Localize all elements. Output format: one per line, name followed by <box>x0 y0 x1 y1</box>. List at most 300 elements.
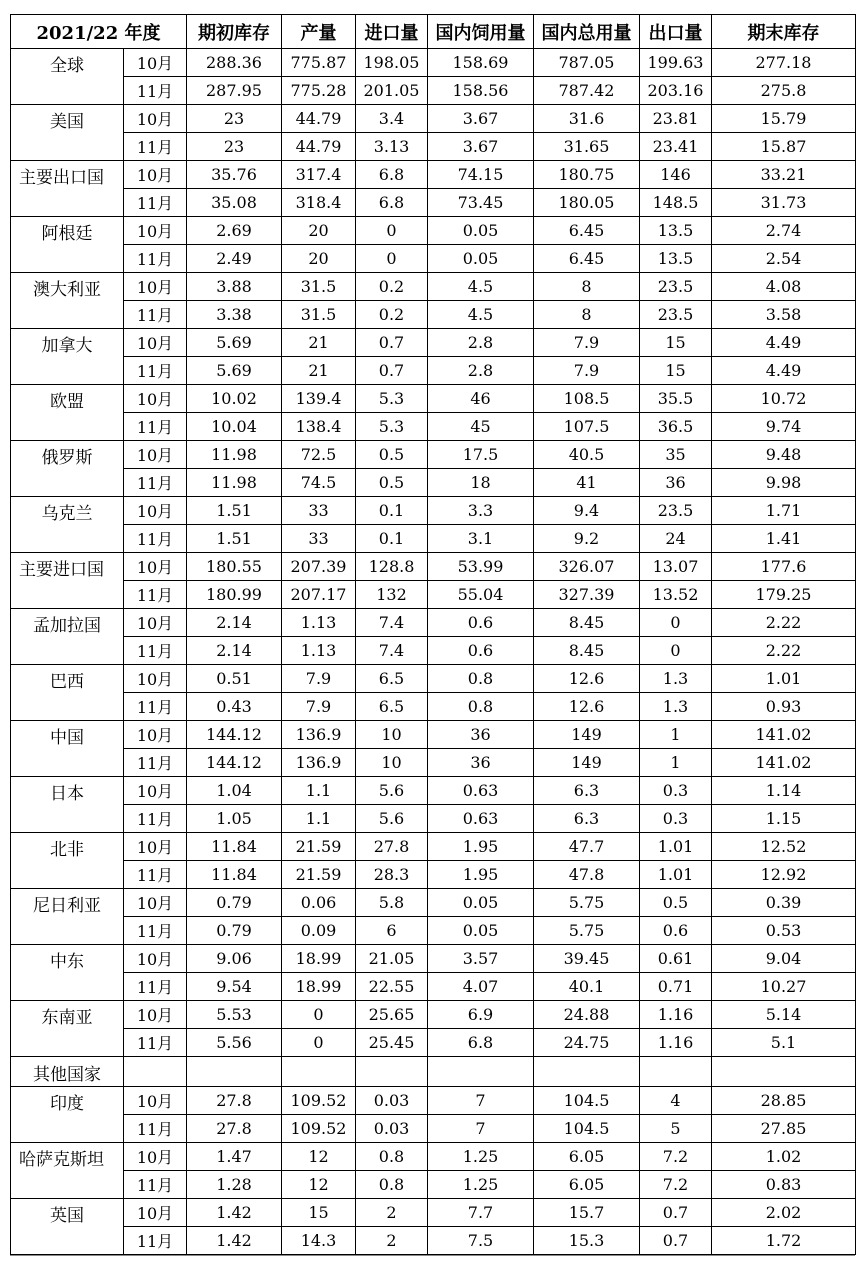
value-cell[interactable]: 0 <box>640 609 712 637</box>
value-cell[interactable]: 12.52 <box>712 833 856 861</box>
value-cell[interactable]: 1.13 <box>282 637 356 665</box>
value-cell[interactable]: 0.61 <box>640 945 712 973</box>
value-cell[interactable]: 15.87 <box>712 133 856 161</box>
value-cell[interactable]: 11.98 <box>187 441 282 469</box>
value-cell[interactable]: 0.6 <box>428 637 534 665</box>
value-cell[interactable]: 11.84 <box>187 833 282 861</box>
region-cell[interactable]: 英国 <box>11 1199 124 1255</box>
value-cell[interactable]: 4.49 <box>712 357 856 385</box>
month-cell[interactable]: 10月 <box>124 665 187 693</box>
value-cell[interactable]: 7.4 <box>356 609 428 637</box>
value-cell[interactable]: 3.4 <box>356 105 428 133</box>
value-cell[interactable]: 10.02 <box>187 385 282 413</box>
value-cell[interactable]: 20 <box>282 217 356 245</box>
empty-cell[interactable] <box>124 1057 187 1087</box>
value-cell[interactable]: 7 <box>428 1115 534 1143</box>
value-cell[interactable]: 8.45 <box>534 637 640 665</box>
value-cell[interactable]: 1.1 <box>282 777 356 805</box>
month-cell[interactable]: 11月 <box>124 973 187 1001</box>
value-cell[interactable]: 0.05 <box>428 917 534 945</box>
value-cell[interactable]: 33 <box>282 525 356 553</box>
empty-cell[interactable] <box>187 1057 282 1087</box>
region-cell[interactable]: 俄罗斯 <box>11 441 124 497</box>
value-cell[interactable]: 6.8 <box>356 189 428 217</box>
value-cell[interactable]: 0.03 <box>356 1087 428 1115</box>
value-cell[interactable]: 10 <box>356 721 428 749</box>
month-cell[interactable]: 11月 <box>124 693 187 721</box>
value-cell[interactable]: 20 <box>282 245 356 273</box>
value-cell[interactable]: 6.45 <box>534 217 640 245</box>
value-cell[interactable]: 5.14 <box>712 1001 856 1029</box>
month-cell[interactable]: 11月 <box>124 637 187 665</box>
value-cell[interactable]: 6.8 <box>356 161 428 189</box>
value-cell[interactable]: 0.6 <box>428 609 534 637</box>
month-cell[interactable]: 11月 <box>124 189 187 217</box>
empty-cell[interactable] <box>712 1057 856 1087</box>
value-cell[interactable]: 1.3 <box>640 665 712 693</box>
value-cell[interactable]: 31.5 <box>282 273 356 301</box>
value-cell[interactable]: 1.28 <box>187 1171 282 1199</box>
col-header[interactable]: 出口量 <box>640 15 712 49</box>
month-cell[interactable]: 11月 <box>124 357 187 385</box>
value-cell[interactable]: 327.39 <box>534 581 640 609</box>
value-cell[interactable]: 36 <box>428 721 534 749</box>
month-cell[interactable]: 10月 <box>124 889 187 917</box>
value-cell[interactable]: 0.83 <box>712 1171 856 1199</box>
empty-cell[interactable] <box>282 1057 356 1087</box>
value-cell[interactable]: 35.5 <box>640 385 712 413</box>
value-cell[interactable]: 2.22 <box>712 637 856 665</box>
value-cell[interactable]: 7.5 <box>428 1227 534 1255</box>
month-cell[interactable]: 11月 <box>124 1227 187 1255</box>
region-cell[interactable]: 中东 <box>11 945 124 1001</box>
empty-cell[interactable] <box>640 1057 712 1087</box>
value-cell[interactable]: 5.8 <box>356 889 428 917</box>
value-cell[interactable]: 0.43 <box>187 693 282 721</box>
value-cell[interactable]: 180.75 <box>534 161 640 189</box>
month-cell[interactable]: 10月 <box>124 721 187 749</box>
value-cell[interactable]: 1.3 <box>640 693 712 721</box>
value-cell[interactable]: 31.73 <box>712 189 856 217</box>
value-cell[interactable]: 15.3 <box>534 1227 640 1255</box>
region-cell[interactable]: 北非 <box>11 833 124 889</box>
value-cell[interactable]: 12 <box>282 1171 356 1199</box>
value-cell[interactable]: 5.6 <box>356 805 428 833</box>
value-cell[interactable]: 2.49 <box>187 245 282 273</box>
value-cell[interactable]: 36 <box>640 469 712 497</box>
month-cell[interactable]: 11月 <box>124 245 187 273</box>
value-cell[interactable]: 0.2 <box>356 273 428 301</box>
value-cell[interactable]: 1.42 <box>187 1227 282 1255</box>
value-cell[interactable]: 21.59 <box>282 833 356 861</box>
value-cell[interactable]: 1.95 <box>428 833 534 861</box>
month-cell[interactable]: 11月 <box>124 1115 187 1143</box>
value-cell[interactable]: 1.05 <box>187 805 282 833</box>
value-cell[interactable]: 4.49 <box>712 329 856 357</box>
month-cell[interactable]: 10月 <box>124 1087 187 1115</box>
value-cell[interactable]: 149 <box>534 721 640 749</box>
value-cell[interactable]: 3.67 <box>428 105 534 133</box>
value-cell[interactable]: 1.71 <box>712 497 856 525</box>
value-cell[interactable]: 23.81 <box>640 105 712 133</box>
value-cell[interactable]: 2 <box>356 1199 428 1227</box>
month-cell[interactable]: 10月 <box>124 497 187 525</box>
value-cell[interactable]: 8 <box>534 273 640 301</box>
value-cell[interactable]: 72.5 <box>282 441 356 469</box>
value-cell[interactable]: 104.5 <box>534 1087 640 1115</box>
value-cell[interactable]: 18.99 <box>282 945 356 973</box>
value-cell[interactable]: 23 <box>187 133 282 161</box>
value-cell[interactable]: 41 <box>534 469 640 497</box>
value-cell[interactable]: 2.14 <box>187 609 282 637</box>
value-cell[interactable]: 35.76 <box>187 161 282 189</box>
value-cell[interactable]: 13.07 <box>640 553 712 581</box>
value-cell[interactable]: 158.69 <box>428 49 534 77</box>
value-cell[interactable]: 44.79 <box>282 133 356 161</box>
value-cell[interactable]: 9.98 <box>712 469 856 497</box>
value-cell[interactable]: 9.04 <box>712 945 856 973</box>
value-cell[interactable]: 0.5 <box>356 469 428 497</box>
value-cell[interactable]: 179.25 <box>712 581 856 609</box>
value-cell[interactable]: 6.3 <box>534 777 640 805</box>
value-cell[interactable]: 0.1 <box>356 497 428 525</box>
value-cell[interactable]: 141.02 <box>712 749 856 777</box>
year-header[interactable]: 2021/22 年度 <box>11 15 187 49</box>
month-cell[interactable]: 11月 <box>124 469 187 497</box>
value-cell[interactable]: 138.4 <box>282 413 356 441</box>
value-cell[interactable]: 0.71 <box>640 973 712 1001</box>
value-cell[interactable]: 1 <box>640 749 712 777</box>
value-cell[interactable]: 12.6 <box>534 693 640 721</box>
value-cell[interactable]: 0.93 <box>712 693 856 721</box>
value-cell[interactable]: 4 <box>640 1087 712 1115</box>
value-cell[interactable]: 149 <box>534 749 640 777</box>
value-cell[interactable]: 287.95 <box>187 77 282 105</box>
value-cell[interactable]: 1.15 <box>712 805 856 833</box>
region-cell[interactable]: 乌克兰 <box>11 497 124 553</box>
value-cell[interactable]: 33 <box>282 497 356 525</box>
month-cell[interactable]: 10月 <box>124 1143 187 1171</box>
value-cell[interactable]: 6.45 <box>534 245 640 273</box>
value-cell[interactable]: 1.51 <box>187 525 282 553</box>
value-cell[interactable]: 40.5 <box>534 441 640 469</box>
value-cell[interactable]: 5.3 <box>356 413 428 441</box>
value-cell[interactable]: 21.05 <box>356 945 428 973</box>
value-cell[interactable]: 33.21 <box>712 161 856 189</box>
value-cell[interactable]: 2.54 <box>712 245 856 273</box>
value-cell[interactable]: 27.8 <box>356 833 428 861</box>
value-cell[interactable]: 28.85 <box>712 1087 856 1115</box>
value-cell[interactable]: 5.1 <box>712 1029 856 1057</box>
value-cell[interactable]: 2.8 <box>428 357 534 385</box>
value-cell[interactable]: 7.2 <box>640 1171 712 1199</box>
value-cell[interactable]: 201.05 <box>356 77 428 105</box>
value-cell[interactable]: 5.69 <box>187 357 282 385</box>
value-cell[interactable]: 3.88 <box>187 273 282 301</box>
value-cell[interactable]: 15.79 <box>712 105 856 133</box>
value-cell[interactable]: 1 <box>640 721 712 749</box>
month-cell[interactable]: 10月 <box>124 49 187 77</box>
month-cell[interactable]: 10月 <box>124 105 187 133</box>
value-cell[interactable]: 11.84 <box>187 861 282 889</box>
value-cell[interactable]: 0.2 <box>356 301 428 329</box>
value-cell[interactable]: 288.36 <box>187 49 282 77</box>
value-cell[interactable]: 108.5 <box>534 385 640 413</box>
col-header[interactable]: 进口量 <box>356 15 428 49</box>
value-cell[interactable]: 6.05 <box>534 1171 640 1199</box>
value-cell[interactable]: 775.87 <box>282 49 356 77</box>
value-cell[interactable]: 0.06 <box>282 889 356 917</box>
value-cell[interactable]: 144.12 <box>187 749 282 777</box>
value-cell[interactable]: 13.52 <box>640 581 712 609</box>
value-cell[interactable]: 46 <box>428 385 534 413</box>
month-cell[interactable]: 11月 <box>124 525 187 553</box>
value-cell[interactable]: 3.58 <box>712 301 856 329</box>
region-cell[interactable]: 孟加拉国 <box>11 609 124 665</box>
value-cell[interactable]: 35.08 <box>187 189 282 217</box>
value-cell[interactable]: 6.8 <box>428 1029 534 1057</box>
region-cell[interactable]: 全球 <box>11 49 124 105</box>
value-cell[interactable]: 36.5 <box>640 413 712 441</box>
section-label[interactable]: 其他国家 <box>11 1057 124 1087</box>
value-cell[interactable]: 1.16 <box>640 1001 712 1029</box>
month-cell[interactable]: 11月 <box>124 301 187 329</box>
value-cell[interactable]: 2 <box>356 1227 428 1255</box>
value-cell[interactable]: 13.5 <box>640 217 712 245</box>
value-cell[interactable]: 0.3 <box>640 805 712 833</box>
value-cell[interactable]: 28.3 <box>356 861 428 889</box>
value-cell[interactable]: 0.63 <box>428 805 534 833</box>
value-cell[interactable]: 74.5 <box>282 469 356 497</box>
month-cell[interactable]: 10月 <box>124 945 187 973</box>
value-cell[interactable]: 5.69 <box>187 329 282 357</box>
value-cell[interactable]: 10.72 <box>712 385 856 413</box>
value-cell[interactable]: 7.2 <box>640 1143 712 1171</box>
value-cell[interactable]: 141.02 <box>712 721 856 749</box>
value-cell[interactable]: 15 <box>640 329 712 357</box>
value-cell[interactable]: 15 <box>282 1199 356 1227</box>
value-cell[interactable]: 23 <box>187 105 282 133</box>
value-cell[interactable]: 207.39 <box>282 553 356 581</box>
value-cell[interactable]: 31.65 <box>534 133 640 161</box>
value-cell[interactable]: 10.04 <box>187 413 282 441</box>
region-cell[interactable]: 主要出口国 <box>11 161 124 217</box>
value-cell[interactable]: 36 <box>428 749 534 777</box>
value-cell[interactable]: 5.6 <box>356 777 428 805</box>
value-cell[interactable]: 2.8 <box>428 329 534 357</box>
month-cell[interactable]: 11月 <box>124 133 187 161</box>
region-cell[interactable]: 欧盟 <box>11 385 124 441</box>
value-cell[interactable]: 0 <box>356 245 428 273</box>
value-cell[interactable]: 0.51 <box>187 665 282 693</box>
value-cell[interactable]: 1.42 <box>187 1199 282 1227</box>
month-cell[interactable]: 11月 <box>124 581 187 609</box>
value-cell[interactable]: 3.57 <box>428 945 534 973</box>
value-cell[interactable]: 1.47 <box>187 1143 282 1171</box>
region-cell[interactable]: 印度 <box>11 1087 124 1143</box>
value-cell[interactable]: 53.99 <box>428 553 534 581</box>
region-cell[interactable]: 中国 <box>11 721 124 777</box>
value-cell[interactable]: 107.5 <box>534 413 640 441</box>
value-cell[interactable]: 6.3 <box>534 805 640 833</box>
value-cell[interactable]: 109.52 <box>282 1115 356 1143</box>
value-cell[interactable]: 45 <box>428 413 534 441</box>
value-cell[interactable]: 180.99 <box>187 581 282 609</box>
value-cell[interactable]: 11.98 <box>187 469 282 497</box>
month-cell[interactable]: 11月 <box>124 1171 187 1199</box>
value-cell[interactable]: 18 <box>428 469 534 497</box>
region-cell[interactable]: 阿根廷 <box>11 217 124 273</box>
value-cell[interactable]: 7.4 <box>356 637 428 665</box>
month-cell[interactable]: 10月 <box>124 609 187 637</box>
value-cell[interactable]: 14.3 <box>282 1227 356 1255</box>
month-cell[interactable]: 11月 <box>124 749 187 777</box>
value-cell[interactable]: 180.55 <box>187 553 282 581</box>
value-cell[interactable]: 1.01 <box>712 665 856 693</box>
value-cell[interactable]: 35 <box>640 441 712 469</box>
value-cell[interactable]: 25.65 <box>356 1001 428 1029</box>
value-cell[interactable]: 2.14 <box>187 637 282 665</box>
value-cell[interactable]: 23.5 <box>640 497 712 525</box>
value-cell[interactable]: 47.7 <box>534 833 640 861</box>
value-cell[interactable]: 3.38 <box>187 301 282 329</box>
value-cell[interactable]: 6.05 <box>534 1143 640 1171</box>
value-cell[interactable]: 9.4 <box>534 497 640 525</box>
value-cell[interactable]: 3.3 <box>428 497 534 525</box>
value-cell[interactable]: 27.8 <box>187 1087 282 1115</box>
value-cell[interactable]: 12 <box>282 1143 356 1171</box>
col-header[interactable]: 期末库存 <box>712 15 856 49</box>
value-cell[interactable]: 1.04 <box>187 777 282 805</box>
value-cell[interactable]: 0.79 <box>187 889 282 917</box>
region-cell[interactable]: 美国 <box>11 105 124 161</box>
value-cell[interactable]: 25.45 <box>356 1029 428 1057</box>
value-cell[interactable]: 0.03 <box>356 1115 428 1143</box>
value-cell[interactable]: 27.8 <box>187 1115 282 1143</box>
region-cell[interactable]: 主要进口国 <box>11 553 124 609</box>
value-cell[interactable]: 4.5 <box>428 273 534 301</box>
value-cell[interactable]: 2.69 <box>187 217 282 245</box>
value-cell[interactable]: 1.01 <box>640 833 712 861</box>
value-cell[interactable]: 275.8 <box>712 77 856 105</box>
value-cell[interactable]: 2.74 <box>712 217 856 245</box>
value-cell[interactable]: 0 <box>356 217 428 245</box>
value-cell[interactable]: 8.45 <box>534 609 640 637</box>
value-cell[interactable]: 5.3 <box>356 385 428 413</box>
value-cell[interactable]: 0.63 <box>428 777 534 805</box>
value-cell[interactable]: 21.59 <box>282 861 356 889</box>
region-cell[interactable]: 加拿大 <box>11 329 124 385</box>
value-cell[interactable]: 4.5 <box>428 301 534 329</box>
value-cell[interactable]: 17.5 <box>428 441 534 469</box>
value-cell[interactable]: 787.42 <box>534 77 640 105</box>
region-cell[interactable]: 巴西 <box>11 665 124 721</box>
empty-cell[interactable] <box>428 1057 534 1087</box>
value-cell[interactable]: 4.07 <box>428 973 534 1001</box>
value-cell[interactable]: 203.16 <box>640 77 712 105</box>
value-cell[interactable]: 787.05 <box>534 49 640 77</box>
value-cell[interactable]: 146 <box>640 161 712 189</box>
value-cell[interactable]: 0.53 <box>712 917 856 945</box>
value-cell[interactable]: 7.9 <box>282 665 356 693</box>
value-cell[interactable]: 1.72 <box>712 1227 856 1255</box>
region-cell[interactable]: 尼日利亚 <box>11 889 124 945</box>
value-cell[interactable]: 47.8 <box>534 861 640 889</box>
value-cell[interactable]: 775.28 <box>282 77 356 105</box>
month-cell[interactable]: 11月 <box>124 917 187 945</box>
value-cell[interactable]: 9.48 <box>712 441 856 469</box>
value-cell[interactable]: 318.4 <box>282 189 356 217</box>
value-cell[interactable]: 0.8 <box>428 665 534 693</box>
value-cell[interactable]: 6.9 <box>428 1001 534 1029</box>
value-cell[interactable]: 148.5 <box>640 189 712 217</box>
col-header[interactable]: 国内总用量 <box>534 15 640 49</box>
value-cell[interactable]: 23.5 <box>640 301 712 329</box>
col-header[interactable]: 产量 <box>282 15 356 49</box>
value-cell[interactable]: 0.05 <box>428 217 534 245</box>
month-cell[interactable]: 10月 <box>124 329 187 357</box>
value-cell[interactable]: 0.05 <box>428 245 534 273</box>
value-cell[interactable]: 73.45 <box>428 189 534 217</box>
value-cell[interactable]: 0.39 <box>712 889 856 917</box>
value-cell[interactable]: 207.17 <box>282 581 356 609</box>
value-cell[interactable]: 13.5 <box>640 245 712 273</box>
month-cell[interactable]: 10月 <box>124 441 187 469</box>
value-cell[interactable]: 177.6 <box>712 553 856 581</box>
value-cell[interactable]: 132 <box>356 581 428 609</box>
value-cell[interactable]: 18.99 <box>282 973 356 1001</box>
value-cell[interactable]: 7.9 <box>282 693 356 721</box>
value-cell[interactable]: 1.25 <box>428 1171 534 1199</box>
value-cell[interactable]: 39.45 <box>534 945 640 973</box>
value-cell[interactable]: 1.02 <box>712 1143 856 1171</box>
value-cell[interactable]: 9.54 <box>187 973 282 1001</box>
value-cell[interactable]: 5.75 <box>534 889 640 917</box>
value-cell[interactable]: 2.22 <box>712 609 856 637</box>
value-cell[interactable]: 5.75 <box>534 917 640 945</box>
value-cell[interactable]: 1.1 <box>282 805 356 833</box>
value-cell[interactable]: 1.41 <box>712 525 856 553</box>
value-cell[interactable]: 15 <box>640 357 712 385</box>
value-cell[interactable]: 1.95 <box>428 861 534 889</box>
month-cell[interactable]: 10月 <box>124 553 187 581</box>
value-cell[interactable]: 199.63 <box>640 49 712 77</box>
value-cell[interactable]: 139.4 <box>282 385 356 413</box>
value-cell[interactable]: 21 <box>282 329 356 357</box>
value-cell[interactable]: 9.74 <box>712 413 856 441</box>
value-cell[interactable]: 317.4 <box>282 161 356 189</box>
value-cell[interactable]: 0.5 <box>640 889 712 917</box>
value-cell[interactable]: 27.85 <box>712 1115 856 1143</box>
value-cell[interactable]: 7.9 <box>534 329 640 357</box>
value-cell[interactable]: 136.9 <box>282 749 356 777</box>
value-cell[interactable]: 1.01 <box>640 861 712 889</box>
value-cell[interactable]: 0 <box>640 637 712 665</box>
value-cell[interactable]: 12.6 <box>534 665 640 693</box>
value-cell[interactable]: 136.9 <box>282 721 356 749</box>
value-cell[interactable]: 0.8 <box>428 693 534 721</box>
value-cell[interactable]: 23.5 <box>640 273 712 301</box>
empty-cell[interactable] <box>534 1057 640 1087</box>
month-cell[interactable]: 10月 <box>124 777 187 805</box>
value-cell[interactable]: 3.13 <box>356 133 428 161</box>
value-cell[interactable]: 23.41 <box>640 133 712 161</box>
value-cell[interactable]: 7.9 <box>534 357 640 385</box>
value-cell[interactable]: 31.6 <box>534 105 640 133</box>
value-cell[interactable]: 0.7 <box>640 1199 712 1227</box>
value-cell[interactable]: 0 <box>282 1001 356 1029</box>
month-cell[interactable]: 10月 <box>124 1199 187 1227</box>
